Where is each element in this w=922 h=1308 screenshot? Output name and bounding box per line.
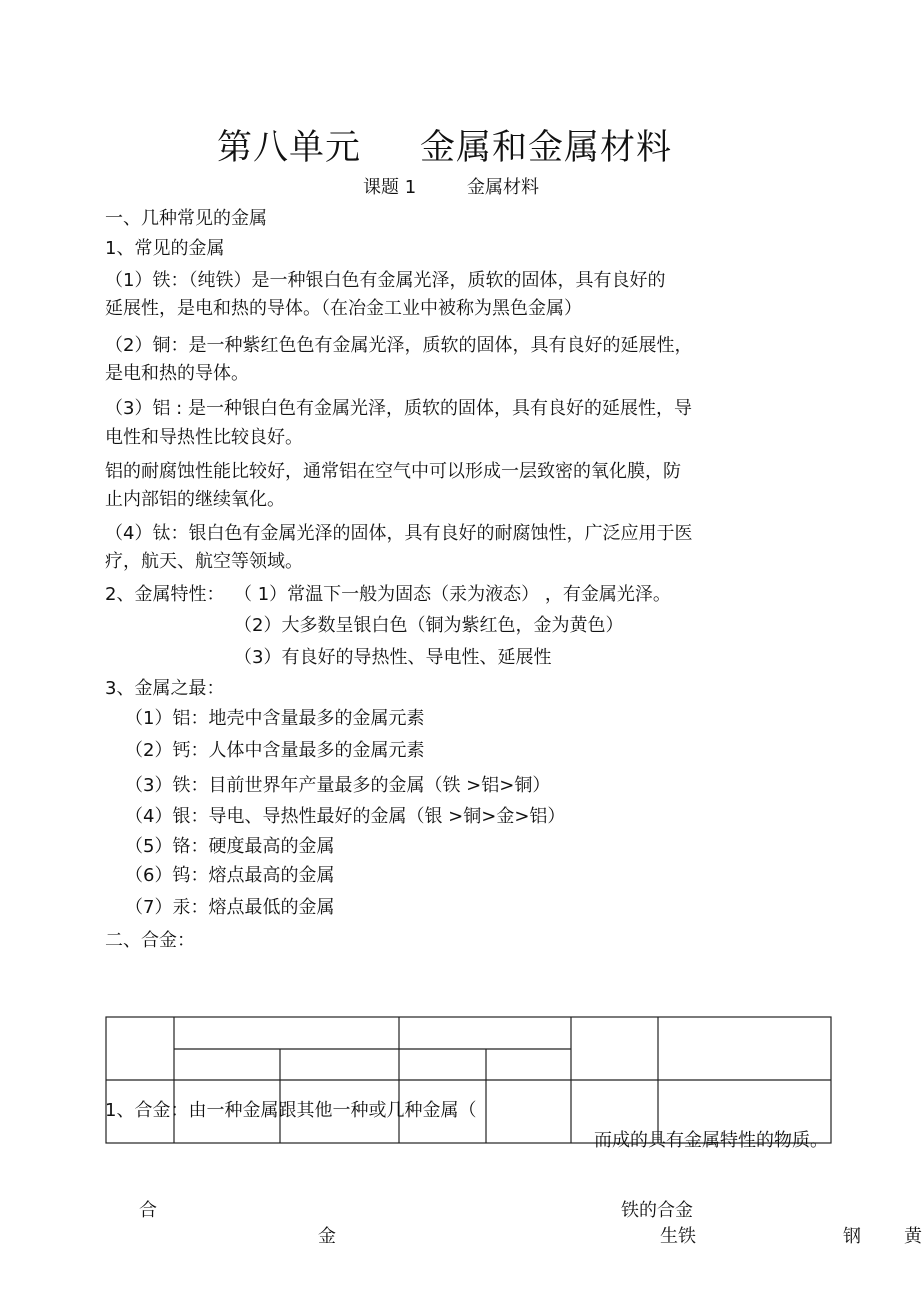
table-outer-border — [106, 1017, 831, 1143]
pig-iron-label: 生铁 — [660, 1226, 696, 1247]
subheading-common-metals: 1、常见的金属 — [105, 238, 225, 259]
paragraph-titanium-line2: 疗，航天、航空等领域。 — [105, 551, 303, 572]
section-heading: 一、几种常见的金属 — [105, 208, 267, 229]
paragraph-aluminum-note-line1: 铝的耐腐蚀性能比较好，通常铝在空气中可以形成一层致密的氧化膜，防 — [105, 461, 681, 482]
metal-record-item: （6）钨：熔点最高的金属 — [125, 865, 335, 886]
metal-record-item: （2）钙：人体中含量最多的金属元素 — [125, 740, 425, 761]
metal-record-item: （3）铁：目前世界年产量最多的金属（铁 >铝>铜） — [125, 775, 551, 796]
alloy-definition-line1: 1、合金：由一种金属跟其他一种或几种金属（ — [105, 1100, 477, 1121]
metal-record-item: （5）铬：硬度最高的金属 — [125, 836, 335, 857]
page-title: 金属和金属材料 — [420, 128, 673, 168]
metal-property-2: （2）大多数呈银白色（铜为紫红色，金为黄色） — [234, 615, 624, 636]
unit-label: 第八单元 — [217, 128, 362, 168]
metal-properties-label: 2、金属特性： — [105, 584, 225, 605]
metal-record-item: （4）银：导电、导热性最好的金属（银 >铜>金>铝） — [125, 806, 566, 827]
lesson-number: 课题 1 — [363, 177, 417, 198]
metal-records-label: 3、金属之最： — [105, 678, 225, 699]
paragraph-iron-line2: 延展性，是电和热的导体。（在冶金工业中被称为黑色金属） — [105, 298, 582, 319]
paragraph-aluminum-note-line2: 止内部铝的继续氧化。 — [105, 489, 285, 510]
metal-property-3: （3）有良好的导热性、导电性、延展性 — [234, 647, 552, 668]
paragraph-copper-line1: （2）铜：是一种紫红色色有金属光泽，质软的固体，具有良好的延展性， — [105, 335, 693, 356]
paragraph-aluminum-line2: 电性和导热性比较良好。 — [105, 427, 303, 448]
lesson-title: 金属材料 — [467, 177, 539, 198]
alloy-label-jin: 金 — [318, 1226, 336, 1247]
steel-label: 钢 — [843, 1226, 861, 1247]
alloy-label-he: 合 — [139, 1200, 157, 1221]
paragraph-iron-line1: （1）铁：（纯铁）是一种银白色有金属光泽，质软的固体，具有良好的 — [105, 270, 666, 291]
section-heading-alloy: 二、合金： — [105, 930, 195, 951]
paragraph-titanium-line1: （4）钛：银白色有金属光泽的固体，具有良好的耐腐蚀性，广泛应用于医 — [105, 523, 693, 544]
metal-record-item: （7）汞：熔点最低的金属 — [125, 897, 335, 918]
brass-label-partial: 黄 — [904, 1226, 922, 1247]
alloy-definition-line2: 而成的具有金属特性的物质。 — [594, 1130, 828, 1151]
paragraph-aluminum-line1: （3）铝 : 是一种银白色有金属光泽，质软的固体，具有良好的延展性，导 — [105, 398, 692, 419]
metal-property-1: （ 1）常温下一般为固态（汞为液态） ，有金属光泽。 — [234, 584, 671, 605]
paragraph-copper-line2: 是电和热的导体。 — [105, 363, 249, 384]
metal-record-item: （1）铝：地壳中含量最多的金属元素 — [125, 708, 425, 729]
iron-alloy-label: 铁的合金 — [621, 1200, 693, 1221]
